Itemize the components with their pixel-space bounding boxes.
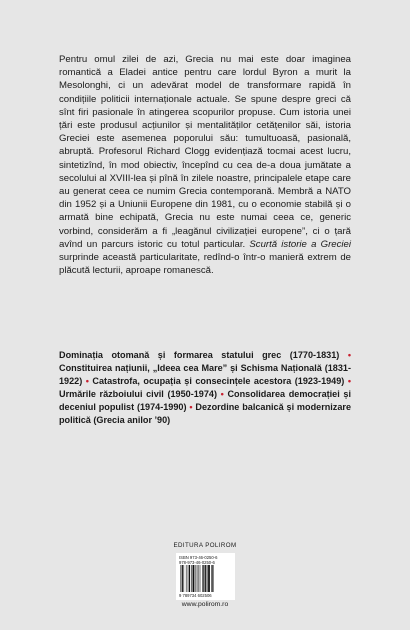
barcode-digits: 9 789734 602506 [179,593,212,598]
blurb-main-text: Pentru omul zilei de azi, Grecia nu mai este doar imaginea romantică a Eladei antice pentru care lordul Byron a murit la Mesolonghi, ci un adevărat model de transformare rapidă în condițiile politicii internaționale actuale. Se spune despre greci că sînt firi pasionale în atingerea scopurilor propuse. Cum istoria unei țări este produsul acțiunilor și mentalităților cetățenilor săi, istoria Greciei este asemenea poporului său: tumultuoasă, pasională, abruptă. Profesorul Richard Clogg evidențiază tocmai acest lucru, sintetizînd, în mod obiectiv, începînd cu cea de-a doua jumătate a secolului al XVIII-lea și pînă în zilele noastre, principalele etape care au generat ceea ce numim Grecia contemporană. Membră a NATO din 1952 și a Uniunii Europene din 1981, cu o economie stabilă și o armată bine echipată, Grecia nu este numai ceea ce, generic vorbind, considerăm a fi „leagănul civilizației europene”, ci o țară avînd un parcurs istoric cu totul particular. [59,54,351,250]
bullet-separator-icon: • [347,350,351,360]
book-title-italic: Scurtă istorie a Greciei [249,238,351,250]
bullet-separator-icon: • [220,388,224,399]
bullet-separator-icon: • [85,375,89,386]
barcode-icon [180,565,231,592]
blurb-end-text: surprinde această particularitate, redînd-o într-o manieră extrem de plăcută lecturii, aproape romanescă. [59,252,351,277]
contents-item: Urmările războiului civil (1950-1974) [59,388,217,399]
contents-item: Dominația otomană și formarea statului grec (1770-1831) [59,350,340,360]
publisher-website: www.polirom.ro [181,601,229,608]
bullet-separator-icon: • [189,401,193,412]
contents-item: Consolidarea democrației și deceniul populist (1974-1990) [59,388,351,412]
table-of-contents [59,349,351,426]
isbn-line-2: 978-973-46-0250-6 [179,559,215,565]
isbn-line-1: ISBN 973-46-0250-6 [179,555,218,560]
contents-item: Catastrofa, ocupația și consecințele acestora (1923-1949) [92,375,345,386]
isbn-barcode-box [176,553,235,600]
publisher-name: EDITURA POLIROM [173,542,237,549]
back-cover-blurb [59,53,351,277]
bullet-separator-icon: • [347,375,351,386]
contents-item: Constituirea națiunii, „Ideea cea Mare” și Schisma Națională (1831-1922) [59,362,351,386]
contents-item: Dezordine balcanică și modernizare politică (Grecia anilor ’90) [59,401,352,425]
